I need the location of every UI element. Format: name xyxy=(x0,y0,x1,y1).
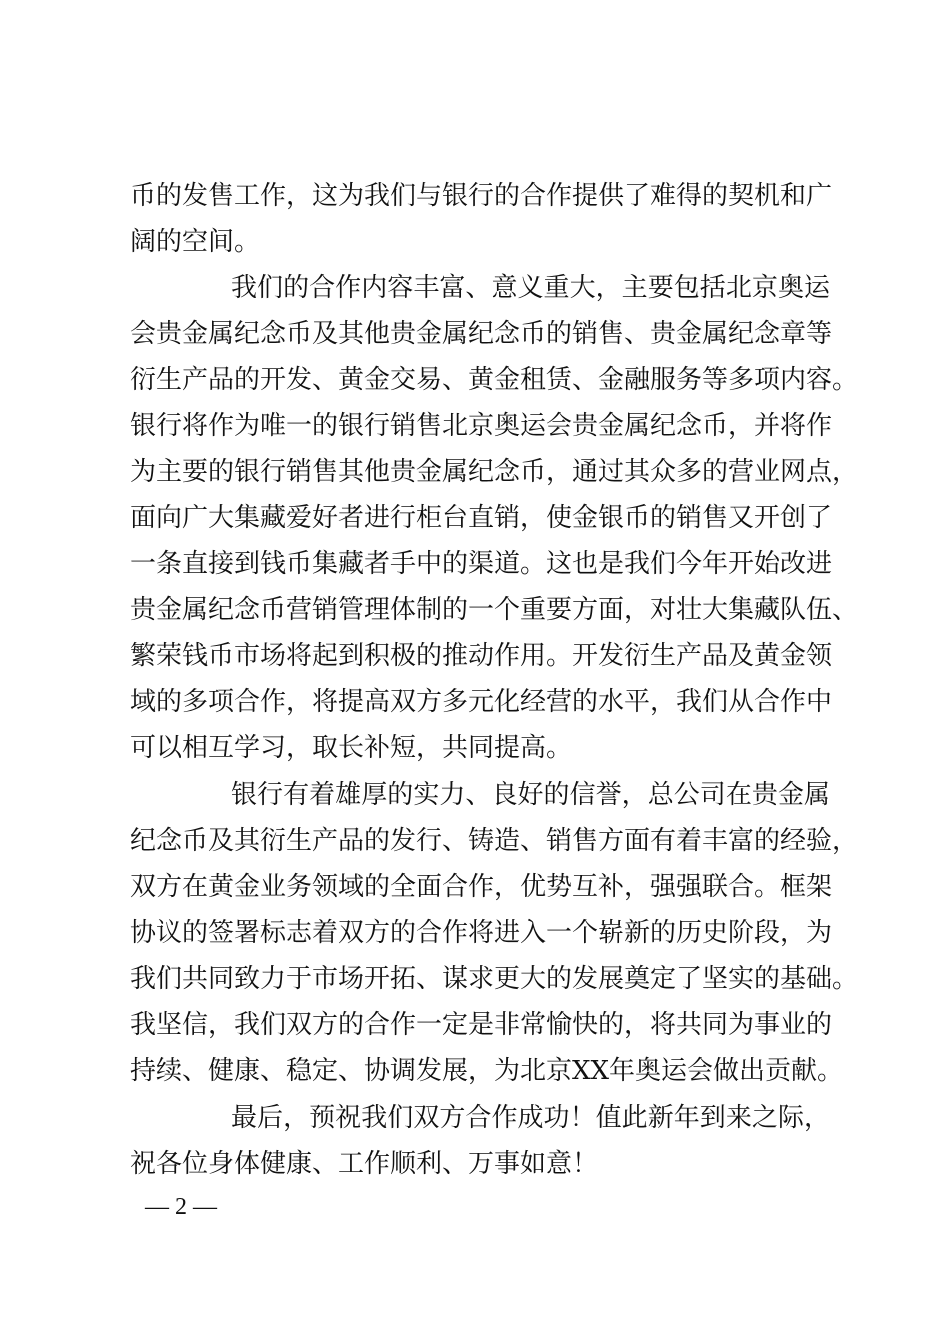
text-line: 纪念币及其衍生产品的发行、铸造、销售方面有着丰富的经验， xyxy=(130,826,859,856)
text-line: 繁荣钱币市场将起到积极的推动作用。开发衍生产品及黄金领 xyxy=(130,641,833,671)
text-line: 双方在黄金业务领域的全面合作，优势互补，强强联合。框架 xyxy=(130,872,833,902)
text-line: 为主要的银行销售其他贵金属纪念币，通过其众多的营业网点， xyxy=(130,457,859,487)
text-line: 银行将作为唯一的银行销售北京奥运会贵金属纪念币，并将作 xyxy=(130,411,833,441)
text-line: 域的多项合作，将提高双方多元化经营的水平，我们从合作中 xyxy=(130,687,833,717)
paragraph-first-line: 我们的合作内容丰富、意义重大，主要包括北京奥运 xyxy=(231,273,830,303)
text-line: 可以相互学习，取长补短，共同提高。 xyxy=(130,733,573,763)
text-line: 面向广大集藏爱好者进行柜台直销，使金银币的销售又开创了 xyxy=(130,503,833,533)
text-line: 币的发售工作，这为我们与银行的合作提供了难得的契机和广 xyxy=(130,181,833,211)
paragraph-first-line: 银行有着雄厚的实力、良好的信誉，总公司在贵金属 xyxy=(231,780,830,810)
page-number: — 2 — xyxy=(145,1194,217,1220)
text-line: 我们共同致力于市场开拓、谋求更大的发展奠定了坚实的基础。 xyxy=(130,964,859,994)
text-line: 祝各位身体健康、工作顺利、万事如意！ xyxy=(130,1149,599,1179)
text-line: 协议的签署标志着双方的合作将进入一个崭新的历史阶段，为 xyxy=(130,918,833,948)
text-line: 衍生产品的开发、黄金交易、黄金租赁、金融服务等多项内容。 xyxy=(130,365,859,395)
text-line: 持续、健康、稳定、协调发展，为北京XX年奥运会做出贡献。 xyxy=(130,1056,844,1086)
text-line: 会贵金属纪念币及其他贵金属纪念币的销售、贵金属纪念章等 xyxy=(130,319,833,349)
text-line: 贵金属纪念币营销管理体制的一个重要方面，对壮大集藏队伍、 xyxy=(130,595,859,625)
text-line: 阔的空间。 xyxy=(130,227,261,257)
text-line: 一条直接到钱币集藏者手中的渠道。这也是我们今年开始改进 xyxy=(130,549,833,579)
text-line: 我坚信，我们双方的合作一定是非常愉快的，将共同为事业的 xyxy=(130,1010,833,1040)
paragraph-first-line: 最后，预祝我们双方合作成功！值此新年到来之际， xyxy=(231,1103,830,1133)
